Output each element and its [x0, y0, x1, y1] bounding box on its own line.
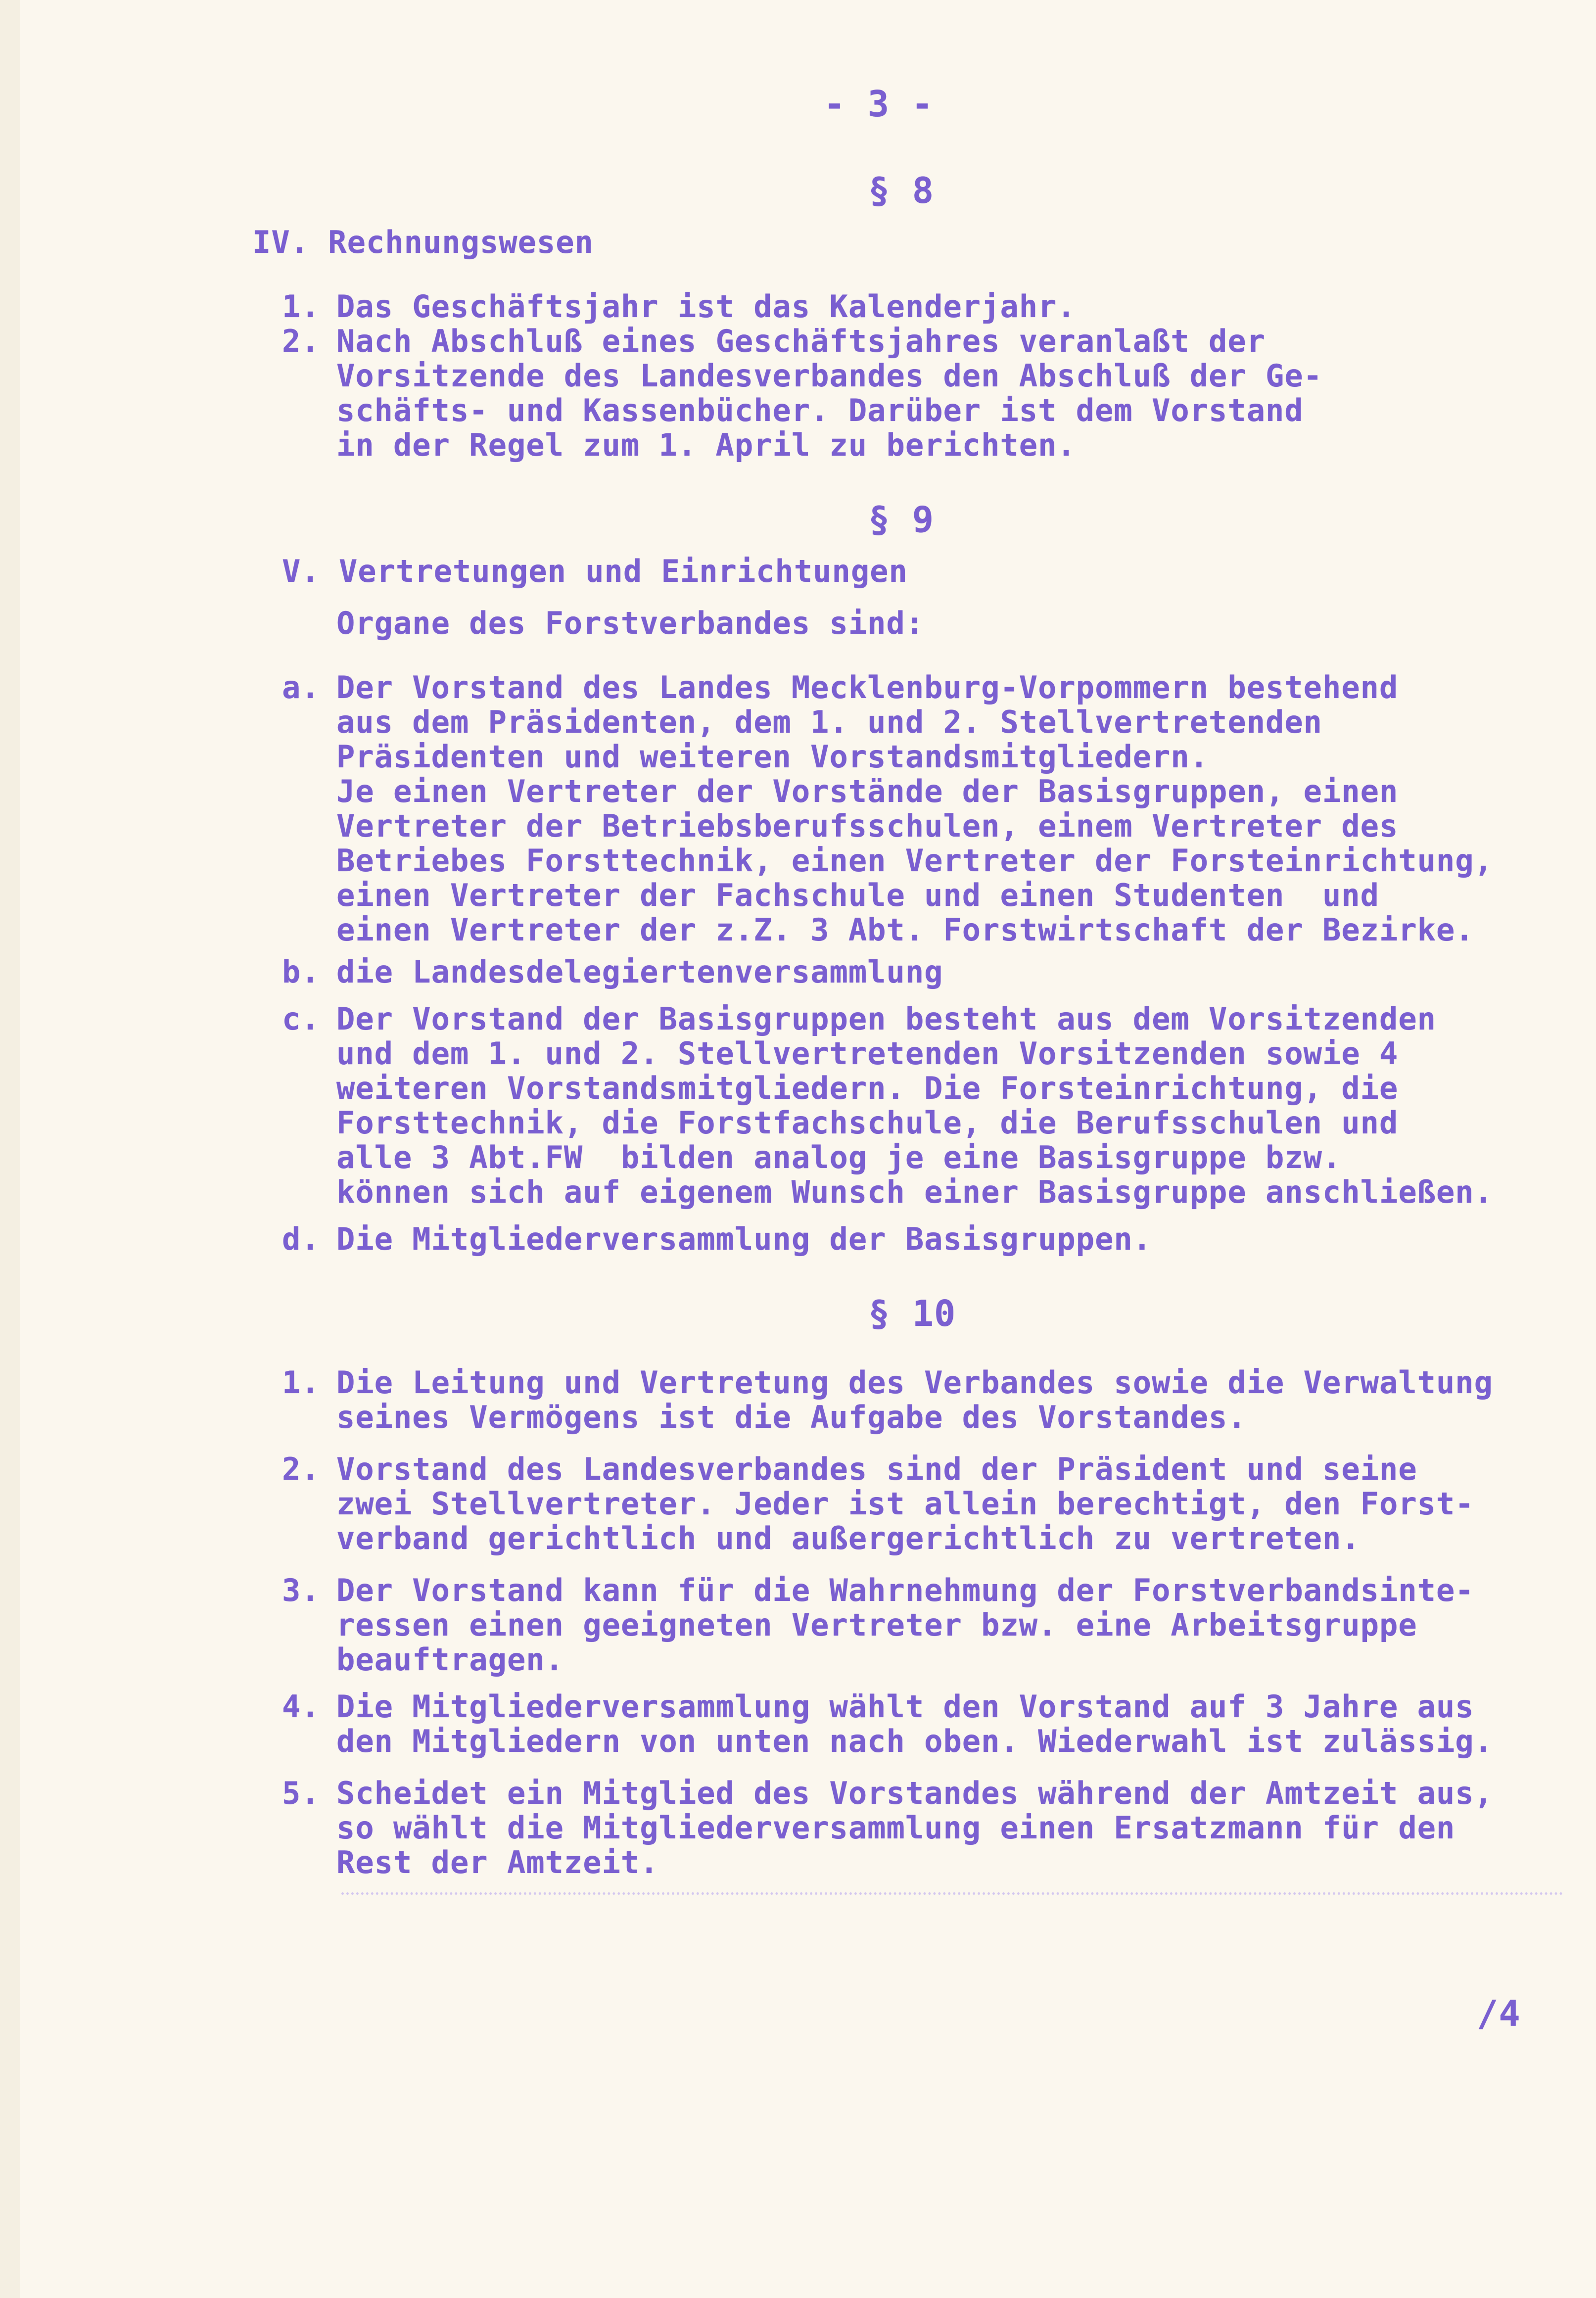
s9-item-b-num: b. [282, 954, 320, 990]
s10-item-5-line: Scheidet ein Mitglied des Vorstandes während der Amtzeit aus, [336, 1775, 1493, 1811]
section-9-title: § 9 [868, 499, 935, 540]
s10-item-3-num: 3. [282, 1572, 320, 1608]
s9-item-a-line: Vertreter der Betriebsberufsschulen, einem Vertreter des [336, 808, 1399, 844]
s10-item-3-line: beauftragen. [336, 1641, 564, 1678]
s10-item-2-line: verband gerichtlich und außergerichtlich zu vertreten. [336, 1520, 1361, 1556]
s10-item-1-num: 1. [282, 1364, 320, 1401]
s10-item-5-line: so wählt die Mitgliederversammlung einen Ersatzmann für den [336, 1810, 1455, 1846]
s9-item-c-num: c. [282, 1001, 320, 1037]
s9-item-a-line: einen Vertreter der z.Z. 3 Abt. Forstwirtschaft der Bezirke. [336, 912, 1474, 948]
s9-item-a-num: a. [282, 669, 320, 705]
s8-item-2-line: Vorsitzende des Landesverbandes den Abschluß der Ge- [336, 358, 1323, 394]
s8-item-1-num: 1. [282, 288, 320, 325]
s8-item-2-line: schäfts- und Kassenbücher. Darüber ist dem Vorstand [336, 392, 1304, 428]
s10-item-2-num: 2. [282, 1451, 320, 1487]
s9-item-a-line: Der Vorstand des Landes Mecklenburg-Vorpommern bestehend [336, 669, 1399, 705]
page-edge [0, 0, 20, 2298]
continuation-marker: /4 [1477, 1993, 1521, 2034]
s9-item-c-line: und dem 1. und 2. Stellvertretenden Vorsitzenden sowie 4 [336, 1035, 1399, 1072]
section-10-title: § 10 [868, 1293, 956, 1334]
s10-item-1-line: Die Leitung und Vertretung des Verbandes sowie die Verwaltung [336, 1364, 1493, 1401]
s10-item-1-line: seines Vermögens ist die Aufgabe des Vorstandes. [336, 1399, 1247, 1435]
s9-item-a-line: Je einen Vertreter der Vorstände der Basisgruppen, einen [336, 773, 1399, 809]
s10-item-3-line: ressen einen geeigneten Vertreter bzw. eine Arbeitsgruppe [336, 1607, 1417, 1643]
s10-item-3-line: Der Vorstand kann für die Wahrnehmung der Forstverbandsinte- [336, 1572, 1474, 1608]
page-number: - 3 - [824, 83, 934, 125]
s8-item-2-line: in der Regel zum 1. April zu berichten. [336, 427, 1076, 463]
s10-item-2-line: Vorstand des Landesverbandes sind der Präsident und seine [336, 1451, 1417, 1487]
s10-item-5-num: 5. [282, 1775, 320, 1811]
s9-item-a-line: einen Vertreter der Fachschule und einen Studenten und [336, 877, 1379, 913]
s10-item-5-line: Rest der Amtzeit. [336, 1844, 659, 1880]
s10-item-2-line: zwei Stellvertreter. Jeder ist allein berechtigt, den Forst- [336, 1486, 1474, 1522]
section-8-title: § 8 [868, 170, 935, 211]
s9-item-d-num: d. [282, 1221, 320, 1257]
s10-item-4-num: 4. [282, 1688, 320, 1725]
s8-item-2-num: 2. [282, 323, 320, 359]
section-8-heading: IV. Rechnungswesen [252, 224, 594, 260]
s9-item-c-line: alle 3 Abt.FW bilden analog je eine Basisgruppe bzw. [336, 1139, 1342, 1175]
s9-item-a-line: Betriebes Forsttechnik, einen Vertreter der Forsteinrichtung, [336, 843, 1493, 879]
section-9-subheading: Organe des Forstverbandes sind: [336, 605, 925, 641]
s8-item-2-line: Nach Abschluß eines Geschäftsjahres veranlaßt der [336, 323, 1266, 359]
dotted-separator [341, 1892, 1563, 1895]
s10-item-4-line: Die Mitgliederversammlung wählt den Vorstand auf 3 Jahre aus [336, 1688, 1474, 1725]
s8-item-1-line: Das Geschäftsjahr ist das Kalenderjahr. [336, 288, 1076, 325]
s9-item-a-line: aus dem Präsidenten, dem 1. und 2. Stellvertretenden [336, 704, 1323, 740]
section-9-heading: V. Vertretungen und Einrichtungen [282, 553, 908, 589]
s9-item-b-line: die Landesdelegiertenversammlung [336, 954, 943, 990]
s9-item-a-line: Präsidenten und weiteren Vorstandsmitgliedern. [336, 739, 1209, 775]
s9-item-d-line: Die Mitgliederversammlung der Basisgruppen. [336, 1221, 1152, 1257]
s10-item-4-line: den Mitgliedern von unten nach oben. Wiederwahl ist zulässig. [336, 1723, 1493, 1759]
s9-item-c-line: können sich auf eigenem Wunsch einer Basisgruppe anschließen. [336, 1174, 1493, 1210]
s9-item-c-line: weiteren Vorstandsmitgliedern. Die Forsteinrichtung, die [336, 1070, 1399, 1106]
s9-item-c-line: Der Vorstand der Basisgruppen besteht aus dem Vorsitzenden [336, 1001, 1436, 1037]
s9-item-c-line: Forsttechnik, die Forstfachschule, die Berufsschulen und [336, 1105, 1399, 1141]
